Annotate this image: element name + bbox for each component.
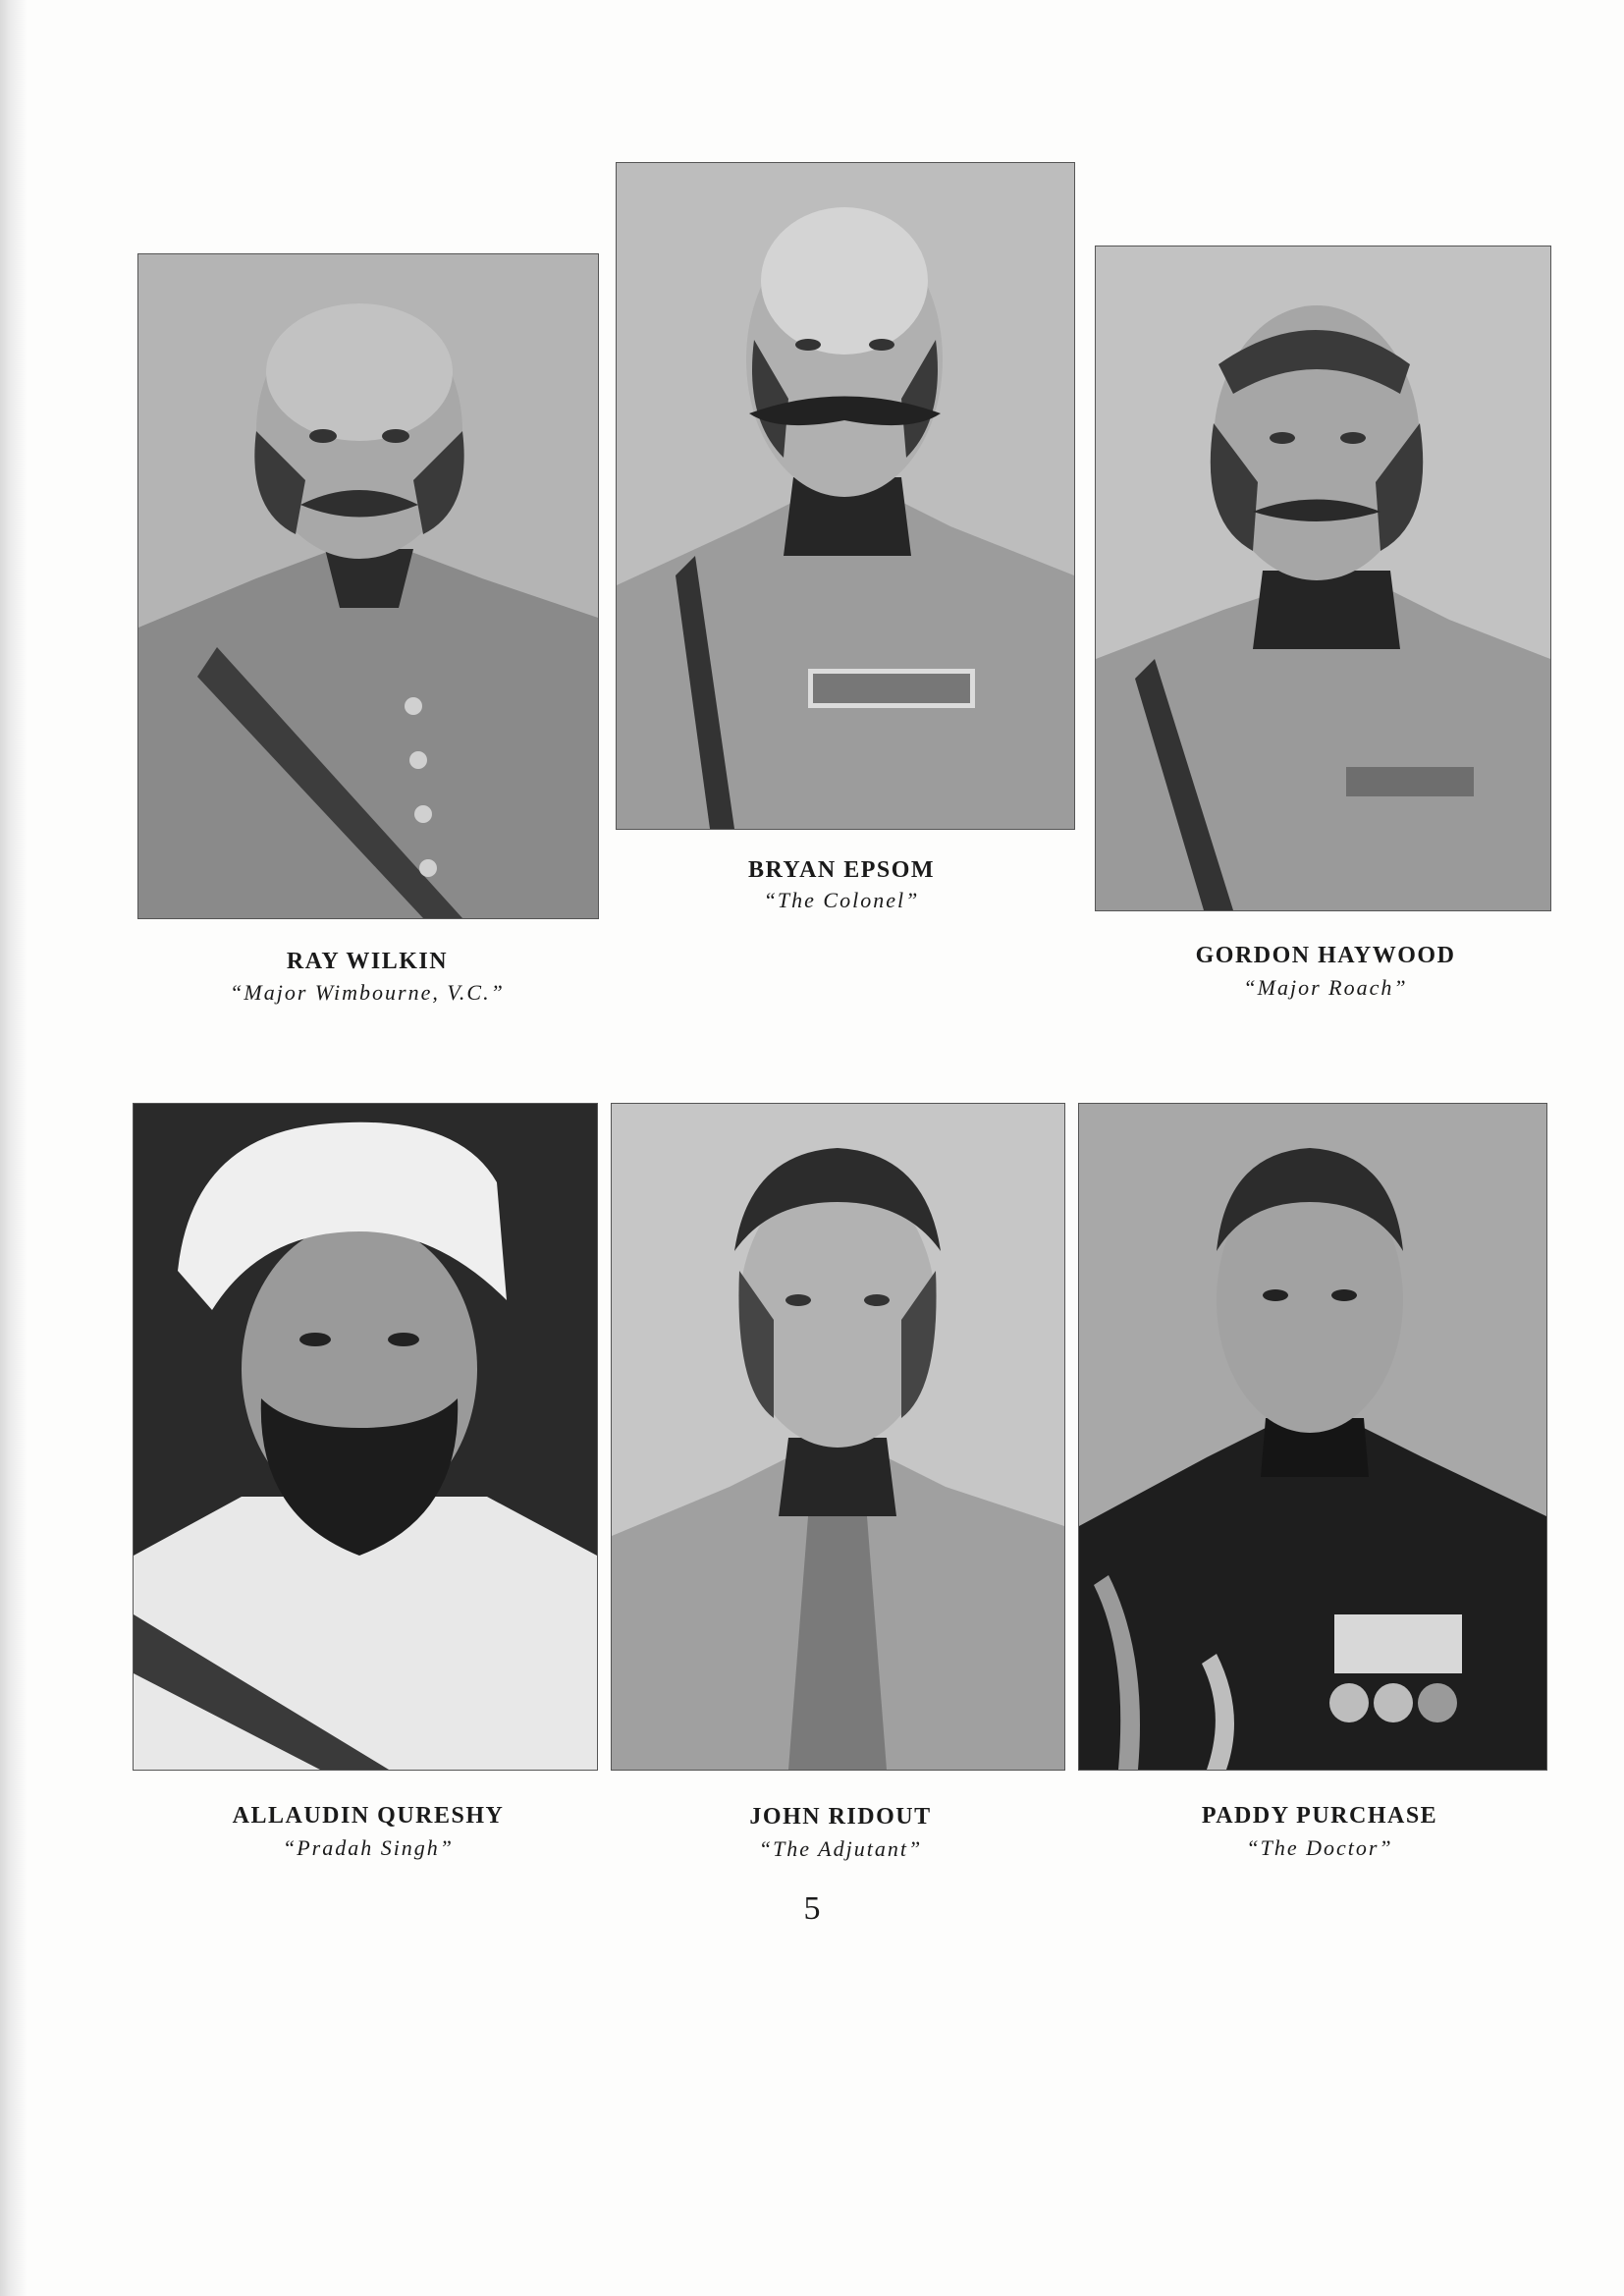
portrait-allaudin-qureshy xyxy=(133,1103,598,1771)
portrait-ray-wilkin xyxy=(137,253,599,919)
portrait-bryan-epsom xyxy=(616,162,1075,830)
page-number: 5 xyxy=(803,1890,821,1927)
portrait-john-ridout xyxy=(611,1103,1065,1771)
portrait-gordon-haywood xyxy=(1095,246,1551,911)
portrait-paddy-purchase xyxy=(1078,1103,1547,1771)
binding-shadow xyxy=(0,0,27,2296)
